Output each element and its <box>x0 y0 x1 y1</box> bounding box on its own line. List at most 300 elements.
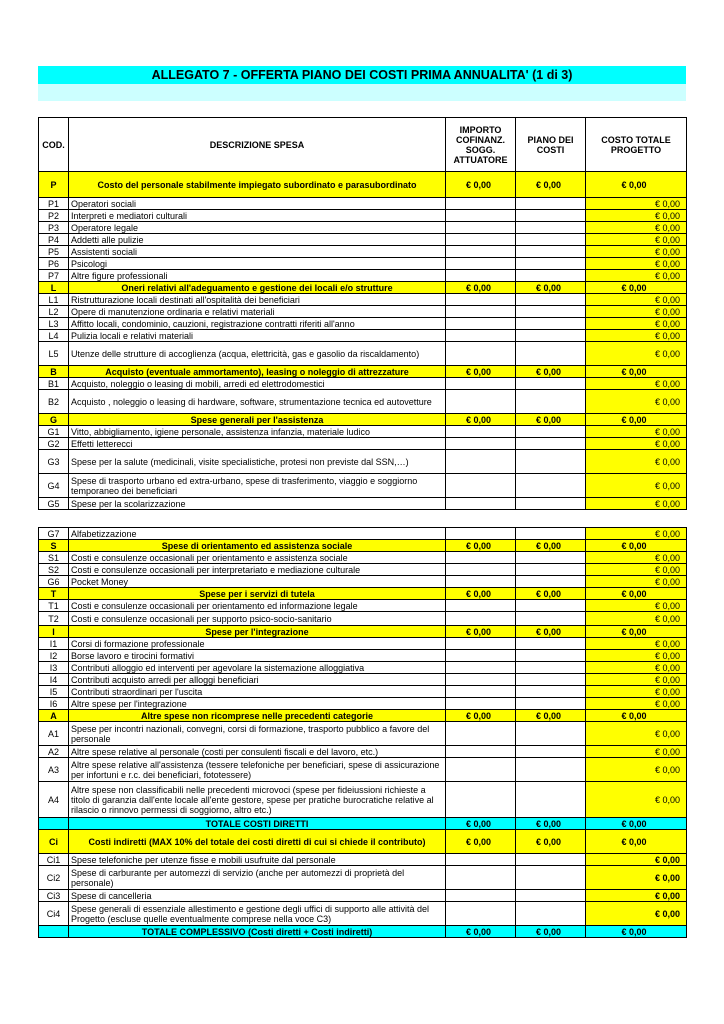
table-row <box>39 650 687 662</box>
costo-totale-cell: € 0,00 <box>586 722 687 746</box>
table-row <box>39 234 687 246</box>
title-subbar <box>38 84 686 101</box>
cofinanziamento-cell <box>446 528 516 540</box>
category-row <box>39 366 687 378</box>
description-cell: Assistenti sociali <box>69 246 446 258</box>
description-cell: Borse lavoro e tirocini formativi <box>69 650 446 662</box>
table-row <box>39 474 687 498</box>
description-cell: Spese per i servizi di tutela <box>69 588 446 600</box>
table-row <box>39 698 687 710</box>
table-row <box>39 866 687 890</box>
costo-totale-cell: € 0,00 <box>586 926 687 938</box>
table-row <box>39 294 687 306</box>
piano-costi-cell: € 0,00 <box>516 926 586 938</box>
cofinanziamento-cell <box>446 318 516 330</box>
category-row <box>39 710 687 722</box>
table-row <box>39 390 687 414</box>
cofinanziamento-cell <box>446 294 516 306</box>
description-cell: Acquisto, noleggio o leasing di mobili, arredi ed elettrodomestici <box>69 378 446 390</box>
table-row <box>39 612 687 626</box>
description-cell: Effetti letterecci <box>69 438 446 450</box>
piano-costi-cell <box>516 564 586 576</box>
cod-cell: P6 <box>39 258 69 270</box>
piano-costi-cell: € 0,00 <box>516 414 586 426</box>
cod-cell: I2 <box>39 650 69 662</box>
piano-costi-cell: € 0,00 <box>516 282 586 294</box>
cofinanziamento-cell: € 0,00 <box>446 414 516 426</box>
piano-costi-cell <box>516 746 586 758</box>
costo-totale-cell: € 0,00 <box>586 576 687 588</box>
cod-cell: I6 <box>39 698 69 710</box>
category-row <box>39 172 687 198</box>
cod-cell: G6 <box>39 576 69 588</box>
piano-costi-cell <box>516 246 586 258</box>
costo-totale-cell: € 0,00 <box>586 426 687 438</box>
cofinanziamento-cell <box>446 474 516 498</box>
description-cell: TOTALE COMPLESSIVO (Costi diretti + Costi indiretti) <box>69 926 446 938</box>
costo-totale-cell: € 0,00 <box>586 414 687 426</box>
description-cell: Contributi straordinari per l'uscita <box>69 686 446 698</box>
table-row <box>39 746 687 758</box>
description-cell: Spese per incontri nazionali, convegni, corsi di formazione, trasporto pubblico a favore del personale <box>69 722 446 746</box>
table-row <box>39 902 687 926</box>
table-row <box>39 318 687 330</box>
cod-cell <box>39 818 69 830</box>
description-cell: Spese telefoniche per utenze fisse e mobili usufruite dal personale <box>69 854 446 866</box>
cod-cell: Ci1 <box>39 854 69 866</box>
description-cell: Addetti alle pulizie <box>69 234 446 246</box>
piano-costi-cell <box>516 342 586 366</box>
description-cell: Altre figure professionali <box>69 270 446 282</box>
cofinanziamento-cell <box>446 758 516 782</box>
piano-costi-cell <box>516 866 586 890</box>
piano-costi-cell <box>516 378 586 390</box>
table-row <box>39 426 687 438</box>
table-row <box>39 498 687 510</box>
piano-costi-cell <box>516 528 586 540</box>
cod-cell: T <box>39 588 69 600</box>
cod-cell: P1 <box>39 198 69 210</box>
description-cell: Spese per l'integrazione <box>69 626 446 638</box>
cod-cell: G <box>39 414 69 426</box>
description-cell: Costi e consulenze occasionali per orientamento ed informazione legale <box>69 600 446 612</box>
costo-totale-cell: € 0,00 <box>586 330 687 342</box>
cofinanziamento-cell <box>446 722 516 746</box>
cofinanziamento-cell: € 0,00 <box>446 172 516 198</box>
description-cell: Psicologi <box>69 258 446 270</box>
cod-cell: S1 <box>39 552 69 564</box>
piano-costi-cell <box>516 198 586 210</box>
cofinanziamento-cell <box>446 426 516 438</box>
cofinanziamento-cell <box>446 198 516 210</box>
costo-totale-cell: € 0,00 <box>586 378 687 390</box>
table-row <box>39 378 687 390</box>
table-header-row <box>39 118 687 172</box>
piano-costi-cell <box>516 426 586 438</box>
costo-totale-cell: € 0,00 <box>586 222 687 234</box>
table-row <box>39 210 687 222</box>
cofinanziamento-cell <box>446 638 516 650</box>
piano-costi-cell <box>516 612 586 626</box>
cofinanziamento-cell <box>446 552 516 564</box>
cofinanziamento-cell: € 0,00 <box>446 926 516 938</box>
cod-cell: G5 <box>39 498 69 510</box>
costo-totale-cell: € 0,00 <box>586 282 687 294</box>
cod-cell: Ci <box>39 830 69 854</box>
description-cell: TOTALE COSTI DIRETTI <box>69 818 446 830</box>
cod-cell: B1 <box>39 378 69 390</box>
cost-table-part-2 <box>38 527 687 938</box>
cod-cell: G4 <box>39 474 69 498</box>
header-costo-totale: COSTO TOTALE PROGETTO <box>586 118 687 172</box>
cod-cell: G7 <box>39 528 69 540</box>
cofinanziamento-cell <box>446 662 516 674</box>
description-cell: Interpreti e mediatori culturali <box>69 210 446 222</box>
category-row <box>39 626 687 638</box>
costo-totale-cell: € 0,00 <box>586 564 687 576</box>
description-cell: Utenze delle strutture di accoglienza (acqua, elettricità, gas e gasolio da riscaldamento) <box>69 342 446 366</box>
costo-totale-cell: € 0,00 <box>586 612 687 626</box>
piano-costi-cell: € 0,00 <box>516 818 586 830</box>
costo-totale-cell: € 0,00 <box>586 758 687 782</box>
description-cell: Affitto locali, condominio, cauzioni, registrazione contratti riferiti all'anno <box>69 318 446 330</box>
cofinanziamento-cell <box>446 246 516 258</box>
costo-totale-cell: € 0,00 <box>586 198 687 210</box>
cofinanziamento-cell <box>446 746 516 758</box>
costo-totale-cell: € 0,00 <box>586 318 687 330</box>
cofinanziamento-cell <box>446 378 516 390</box>
cofinanziamento-cell <box>446 306 516 318</box>
description-cell: Spese di carburante per automezzi di servizio (anche per automezzi di proprietà del personale) <box>69 866 446 890</box>
header-piano-costi: PIANO DEI COSTI <box>516 118 586 172</box>
cofinanziamento-cell <box>446 698 516 710</box>
costo-totale-cell: € 0,00 <box>586 450 687 474</box>
costo-totale-cell: € 0,00 <box>586 818 687 830</box>
costo-totale-cell: € 0,00 <box>586 600 687 612</box>
table-row <box>39 722 687 746</box>
costo-totale-cell: € 0,00 <box>586 498 687 510</box>
costo-totale-cell: € 0,00 <box>586 390 687 414</box>
table-row <box>39 890 687 902</box>
description-cell: Altre spese relative al personale (costi per consulenti fiscali e del lavoro, etc.) <box>69 746 446 758</box>
cofinanziamento-cell <box>446 330 516 342</box>
table-row <box>39 600 687 612</box>
piano-costi-cell <box>516 638 586 650</box>
total-row <box>39 818 687 830</box>
piano-costi-cell <box>516 294 586 306</box>
table-row <box>39 270 687 282</box>
piano-costi-cell <box>516 474 586 498</box>
cod-cell: P7 <box>39 270 69 282</box>
costo-totale-cell: € 0,00 <box>586 540 687 552</box>
cod-cell: A1 <box>39 722 69 746</box>
costo-totale-cell: € 0,00 <box>586 306 687 318</box>
description-cell: Costi indiretti (MAX 10% del totale dei costi diretti di cui si chiede il contributo) <box>69 830 446 854</box>
cod-cell: L <box>39 282 69 294</box>
piano-costi-cell: € 0,00 <box>516 830 586 854</box>
table-row <box>39 552 687 564</box>
category-row <box>39 540 687 552</box>
costo-totale-cell: € 0,00 <box>586 270 687 282</box>
costo-totale-cell: € 0,00 <box>586 366 687 378</box>
table-row <box>39 782 687 818</box>
piano-costi-cell: € 0,00 <box>516 588 586 600</box>
table-row <box>39 854 687 866</box>
category-row <box>39 830 687 854</box>
piano-costi-cell <box>516 552 586 564</box>
description-cell: Spese di trasporto urbano ed extra-urbano, spese di trasferimento, viaggio e soggiorno temporaneo dei beneficiari <box>69 474 446 498</box>
cofinanziamento-cell <box>446 270 516 282</box>
cod-cell: A2 <box>39 746 69 758</box>
cofinanziamento-cell <box>446 600 516 612</box>
cofinanziamento-cell: € 0,00 <box>446 282 516 294</box>
costo-totale-cell: € 0,00 <box>586 588 687 600</box>
cofinanziamento-cell <box>446 234 516 246</box>
costo-totale-cell: € 0,00 <box>586 234 687 246</box>
cod-cell: P2 <box>39 210 69 222</box>
cod-cell: G1 <box>39 426 69 438</box>
costo-totale-cell: € 0,00 <box>586 782 687 818</box>
piano-costi-cell <box>516 890 586 902</box>
description-cell: Spese per la salute (medicinali, visite specialistiche, protesi non previste dal SSN,…) <box>69 450 446 474</box>
costo-totale-cell: € 0,00 <box>586 746 687 758</box>
piano-costi-cell: € 0,00 <box>516 626 586 638</box>
costo-totale-cell: € 0,00 <box>586 866 687 890</box>
costo-totale-cell: € 0,00 <box>586 674 687 686</box>
costo-totale-cell: € 0,00 <box>586 438 687 450</box>
cod-cell: L3 <box>39 318 69 330</box>
costo-totale-cell: € 0,00 <box>586 902 687 926</box>
cod-cell: G2 <box>39 438 69 450</box>
piano-costi-cell <box>516 210 586 222</box>
piano-costi-cell <box>516 782 586 818</box>
piano-costi-cell: € 0,00 <box>516 540 586 552</box>
description-cell: Costi e consulenze occasionali per interpretariato e mediazione culturale <box>69 564 446 576</box>
piano-costi-cell <box>516 674 586 686</box>
piano-costi-cell <box>516 576 586 588</box>
costo-totale-cell: € 0,00 <box>586 890 687 902</box>
category-row <box>39 282 687 294</box>
cofinanziamento-cell <box>446 438 516 450</box>
cod-cell: A3 <box>39 758 69 782</box>
cofinanziamento-cell: € 0,00 <box>446 366 516 378</box>
piano-costi-cell <box>516 662 586 674</box>
costo-totale-cell: € 0,00 <box>586 686 687 698</box>
cofinanziamento-cell <box>446 258 516 270</box>
cod-cell: I4 <box>39 674 69 686</box>
description-cell: Costi e consulenze occasionali per orientamento e assistenza sociale <box>69 552 446 564</box>
cod-cell: G3 <box>39 450 69 474</box>
cofinanziamento-cell <box>446 390 516 414</box>
cofinanziamento-cell <box>446 498 516 510</box>
table-row <box>39 564 687 576</box>
cofinanziamento-cell <box>446 576 516 588</box>
description-cell: Alfabetizzazione <box>69 528 446 540</box>
description-cell: Oneri relativi all'adeguamento e gestione dei locali e/o strutture <box>69 282 446 294</box>
cod-cell: S2 <box>39 564 69 576</box>
piano-costi-cell <box>516 270 586 282</box>
cofinanziamento-cell <box>446 782 516 818</box>
description-cell: Spese generali per l'assistenza <box>69 414 446 426</box>
cod-cell: P <box>39 172 69 198</box>
piano-costi-cell <box>516 698 586 710</box>
cod-cell: L2 <box>39 306 69 318</box>
costo-totale-cell: € 0,00 <box>586 258 687 270</box>
cofinanziamento-cell <box>446 674 516 686</box>
header-cod: COD. <box>39 118 69 172</box>
header-description: DESCRIZIONE SPESA <box>69 118 446 172</box>
cofinanziamento-cell <box>446 902 516 926</box>
costo-totale-cell: € 0,00 <box>586 638 687 650</box>
cod-cell: I <box>39 626 69 638</box>
piano-costi-cell <box>516 258 586 270</box>
piano-costi-cell <box>516 306 586 318</box>
description-cell: Pocket Money <box>69 576 446 588</box>
cod-cell: B2 <box>39 390 69 414</box>
cod-cell: L1 <box>39 294 69 306</box>
cofinanziamento-cell <box>446 890 516 902</box>
cod-cell: S <box>39 540 69 552</box>
piano-costi-cell <box>516 498 586 510</box>
costo-totale-cell: € 0,00 <box>586 474 687 498</box>
category-row <box>39 414 687 426</box>
table-row <box>39 450 687 474</box>
cofinanziamento-cell: € 0,00 <box>446 710 516 722</box>
cod-cell: I1 <box>39 638 69 650</box>
table-row <box>39 638 687 650</box>
piano-costi-cell <box>516 902 586 926</box>
piano-costi-cell: € 0,00 <box>516 172 586 198</box>
description-cell: Altre spese non ricomprese nelle precedenti categorie <box>69 710 446 722</box>
cofinanziamento-cell <box>446 222 516 234</box>
costo-totale-cell: € 0,00 <box>586 210 687 222</box>
piano-costi-cell <box>516 318 586 330</box>
cofinanziamento-cell <box>446 342 516 366</box>
cod-cell: I3 <box>39 662 69 674</box>
cofinanziamento-cell <box>446 650 516 662</box>
description-cell: Operatore legale <box>69 222 446 234</box>
cofinanziamento-cell <box>446 210 516 222</box>
costo-totale-cell: € 0,00 <box>586 698 687 710</box>
description-cell: Spese di cancelleria <box>69 890 446 902</box>
cofinanziamento-cell <box>446 450 516 474</box>
piano-costi-cell <box>516 686 586 698</box>
description-cell: Operatori sociali <box>69 198 446 210</box>
piano-costi-cell <box>516 450 586 474</box>
piano-costi-cell <box>516 650 586 662</box>
cod-cell: Ci3 <box>39 890 69 902</box>
piano-costi-cell <box>516 234 586 246</box>
cod-cell: Ci4 <box>39 902 69 926</box>
cofinanziamento-cell <box>446 686 516 698</box>
costo-totale-cell: € 0,00 <box>586 294 687 306</box>
cofinanziamento-cell: € 0,00 <box>446 626 516 638</box>
cofinanziamento-cell <box>446 854 516 866</box>
costo-totale-cell: € 0,00 <box>586 552 687 564</box>
table-row <box>39 576 687 588</box>
cod-cell: T1 <box>39 600 69 612</box>
description-cell: Corsi di formazione professionale <box>69 638 446 650</box>
cod-cell: A <box>39 710 69 722</box>
cod-cell: P3 <box>39 222 69 234</box>
cofinanziamento-cell: € 0,00 <box>446 818 516 830</box>
piano-costi-cell: € 0,00 <box>516 710 586 722</box>
table-row <box>39 246 687 258</box>
cofinanziamento-cell <box>446 612 516 626</box>
costo-totale-cell: € 0,00 <box>586 662 687 674</box>
table-row <box>39 198 687 210</box>
costo-totale-cell: € 0,00 <box>586 626 687 638</box>
cod-cell: I5 <box>39 686 69 698</box>
table-row <box>39 438 687 450</box>
total-row <box>39 926 687 938</box>
piano-costi-cell: € 0,00 <box>516 366 586 378</box>
description-cell: Contributi alloggio ed interventi per agevolare la sistemazione alloggiativa <box>69 662 446 674</box>
piano-costi-cell <box>516 854 586 866</box>
cofinanziamento-cell: € 0,00 <box>446 588 516 600</box>
table-row <box>39 342 687 366</box>
table-row <box>39 258 687 270</box>
description-cell: Costo del personale stabilmente impiegato subordinato e parasubordinato <box>69 172 446 198</box>
costo-totale-cell: € 0,00 <box>586 710 687 722</box>
description-cell: Vitto, abbigliamento, igiene personale, assistenza infanzia, materiale ludico <box>69 426 446 438</box>
costo-totale-cell: € 0,00 <box>586 854 687 866</box>
piano-costi-cell <box>516 222 586 234</box>
description-cell: Altre spese relative all'assistenza (tessere telefoniche per beneficiari, spese di assicurazione per infortuni e r.c. dei beneficiari, fototessere) <box>69 758 446 782</box>
piano-costi-cell <box>516 438 586 450</box>
description-cell: Pulizia locali e relativi materiali <box>69 330 446 342</box>
costo-totale-cell: € 0,00 <box>586 172 687 198</box>
table-row <box>39 674 687 686</box>
description-cell: Spese generali di essenziale allestimento e gestione degli uffici di supporto alle attività del Progetto (escluse quelle eventualmente comprese nella voce C3) <box>69 902 446 926</box>
document-title: ALLEGATO 7 - OFFERTA PIANO DEI COSTI PRIMA ANNUALITA' (1 di 3) <box>38 66 686 84</box>
piano-costi-cell <box>516 600 586 612</box>
piano-costi-cell <box>516 722 586 746</box>
table-row <box>39 662 687 674</box>
costo-totale-cell: € 0,00 <box>586 342 687 366</box>
header-cofinanziamento: IMPORTO COFINANZ. SOGG. ATTUATORE <box>446 118 516 172</box>
cod-cell: T2 <box>39 612 69 626</box>
description-cell: Costi e consulenze occasionali per supporto psico-socio-sanitario <box>69 612 446 626</box>
table-row <box>39 222 687 234</box>
category-row <box>39 588 687 600</box>
piano-costi-cell <box>516 330 586 342</box>
description-cell: Acquisto , noleggio o leasing di hardware, software, strumentazione tecnica ed autovetture <box>69 390 446 414</box>
table-row <box>39 686 687 698</box>
cofinanziamento-cell <box>446 866 516 890</box>
table-row <box>39 528 687 540</box>
description-cell: Altre spese per l'integrazione <box>69 698 446 710</box>
costo-totale-cell: € 0,00 <box>586 650 687 662</box>
description-cell: Spese per la scolarizzazione <box>69 498 446 510</box>
piano-costi-cell <box>516 390 586 414</box>
description-cell: Opere di manutenzione ordinaria e relativi materiali <box>69 306 446 318</box>
cod-cell: A4 <box>39 782 69 818</box>
costo-totale-cell: € 0,00 <box>586 246 687 258</box>
cost-table-part-1 <box>38 117 687 510</box>
table-row <box>39 330 687 342</box>
cod-cell: L5 <box>39 342 69 366</box>
piano-costi-cell <box>516 758 586 782</box>
cod-cell: P4 <box>39 234 69 246</box>
description-cell: Spese di orientamento ed assistenza sociale <box>69 540 446 552</box>
costo-totale-cell: € 0,00 <box>586 830 687 854</box>
description-cell: Altre spese non classificabili nelle precedenti microvoci (spese per fideiussioni richieste a titolo di garanzia dall'ente locale all'ente gestore, spese per pratiche burocratiche relative al rilascio o rinnovo permessi di soggiorno, altro etc.) <box>69 782 446 818</box>
table-row <box>39 758 687 782</box>
table-row <box>39 306 687 318</box>
cod-cell: L4 <box>39 330 69 342</box>
cod-cell: B <box>39 366 69 378</box>
